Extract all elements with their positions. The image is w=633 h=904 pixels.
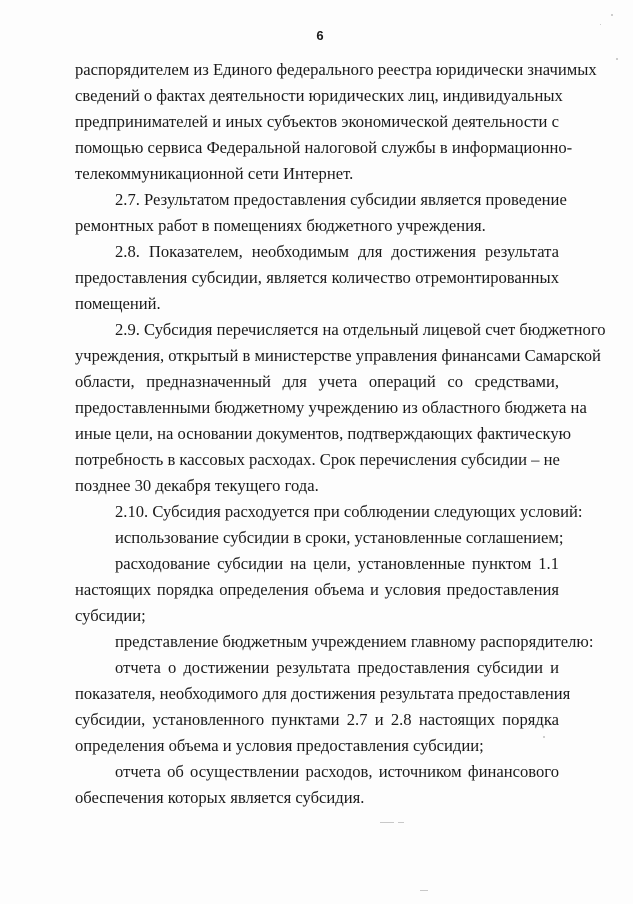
- text-line: предпринимателей и иных субъектов экономической деятельности с: [75, 112, 559, 131]
- text-line: 2.8. Показателем, необходимым для достижения результата: [115, 242, 559, 261]
- scan-mark: [380, 822, 394, 823]
- page-number: 6: [316, 28, 324, 43]
- text-line: потребность в кассовых расходах. Срок перечисления субсидии – не: [75, 450, 560, 469]
- text-line: предоставленными бюджетному учреждению из областного бюджета на: [75, 398, 587, 417]
- text-line: помещений.: [75, 294, 161, 313]
- text-line: 2.9. Субсидия перечисляется на отдельный лицевой счет бюджетного: [115, 320, 606, 339]
- text-line: субсидии;: [75, 606, 146, 625]
- text-line: области, предназначенный для учета операций со средствами,: [75, 372, 559, 391]
- text-line: использование субсидии в сроки, установленные соглашением;: [115, 528, 564, 547]
- text-line: позднее 30 декабря текущего года.: [75, 476, 319, 495]
- text-line: распорядителем из Единого федерального реестра юридически значимых: [75, 60, 597, 79]
- text-line: ремонтных работ в помещениях бюджетного учреждения.: [75, 216, 486, 235]
- text-line: иные цели, на основании документов, подтверждающих фактическую: [75, 424, 572, 443]
- text-line: помощью сервиса Федеральной налоговой службы в информационно-: [75, 138, 573, 157]
- text-line: показателя, необходимого для достижения результата предоставления: [75, 684, 571, 703]
- text-line: настоящих порядка определения объема и условия предоставления: [75, 580, 559, 599]
- text-line: отчета об осуществлении расходов, источником финансового: [115, 762, 559, 781]
- text-line: учреждения, открытый в министерстве управления финансами Самарской: [75, 346, 601, 365]
- text-line: сведений о фактах деятельности юридических лиц, индивидуальных: [75, 86, 563, 105]
- scan-speck: [600, 24, 601, 25]
- scan-speck: [543, 736, 545, 738]
- text-line: телекоммуникационной сети Интернет.: [75, 164, 354, 183]
- text-line: отчета о достижении результата предоставления субсидии и: [115, 658, 559, 677]
- scan-speck: [616, 58, 618, 60]
- text-line: расходование субсидии на цели, установленные пунктом 1.1: [115, 554, 559, 573]
- text-line: 2.7. Результатом предоставления субсидии является проведение: [115, 190, 567, 209]
- text-line: субсидии, установленного пунктами 2.7 и 2.8 настоящих порядка: [75, 710, 559, 729]
- scan-speck: [611, 14, 613, 16]
- text-line: представление бюджетным учреждением главному распорядителю:: [115, 632, 594, 651]
- text-line: определения объема и условия предоставления субсидии;: [75, 736, 484, 755]
- text-line: предоставления субсидии, является количество отремонтированных: [75, 268, 559, 287]
- text-line: обеспечения которых является субсидия.: [75, 788, 365, 807]
- scan-mark: [420, 890, 428, 891]
- text-line: 2.10. Субсидия расходуется при соблюдении следующих условий:: [115, 502, 583, 521]
- scan-mark: [398, 822, 404, 823]
